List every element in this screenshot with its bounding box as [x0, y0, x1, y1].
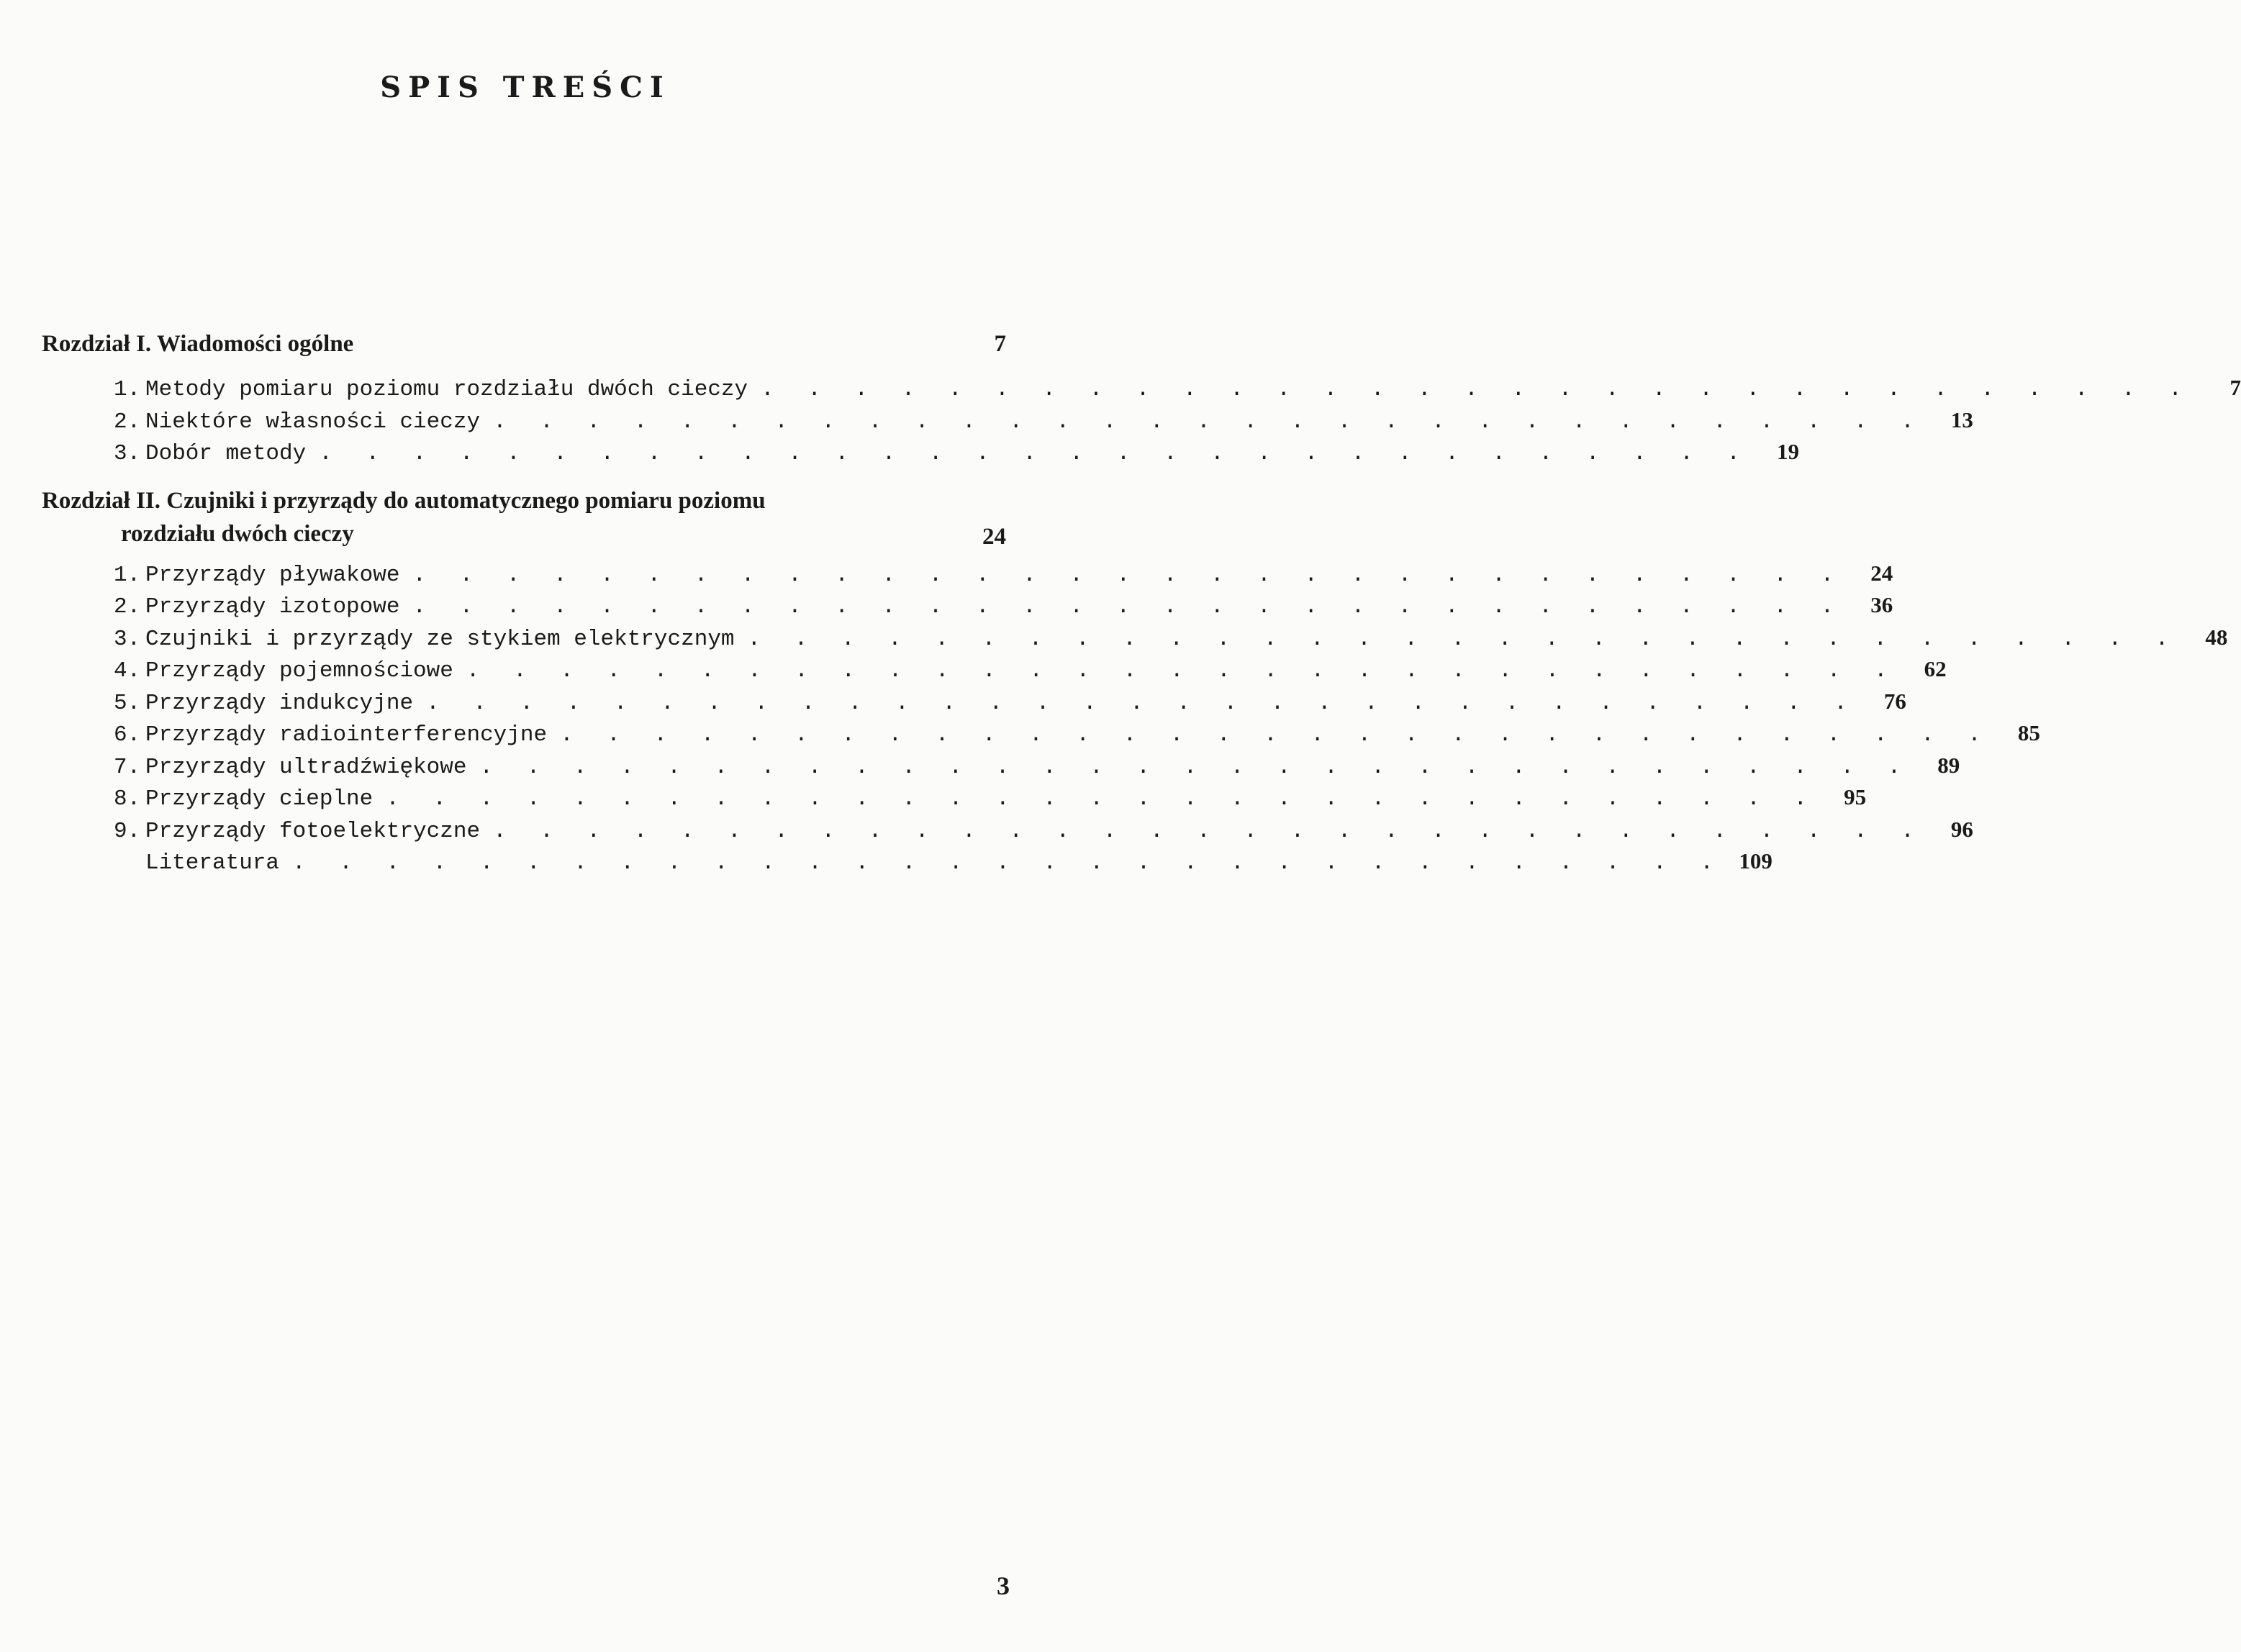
entry-page: 96: [1950, 816, 1973, 842]
dot-leader: . . . . . . . . . . . . . . . . . . . . . . . . . . . . . . .: [560, 722, 1991, 748]
entry-page: 13: [1950, 407, 1973, 432]
dot-leader: . . . . . . . . . . . . . . . . . . . . . . . . . . . . . . .: [466, 658, 1898, 684]
entry-page: 85: [2017, 720, 2040, 745]
entry-page: 89: [1937, 752, 1960, 778]
entry-page: 76: [1883, 688, 1906, 714]
entry-number: 3.: [114, 441, 141, 466]
toc-entry[interactable]: [114, 372, 2241, 404]
page-number: 3: [997, 1571, 1010, 1600]
entry-page: 48: [2205, 624, 2228, 650]
chapter-label: Rozdział II.: [42, 487, 160, 514]
entry-number: 9.: [114, 818, 141, 844]
chapter-title: Czujniki i przyrządy do automatycznego pomiaru poziomu: [166, 487, 766, 514]
entry-number: 5.: [114, 690, 141, 716]
entry-number: 2.: [114, 409, 141, 435]
entry-number: 1.: [114, 377, 141, 402]
toc-entry[interactable]: [114, 558, 1893, 590]
toc-entry[interactable]: [114, 717, 2040, 750]
entry-title: Przyrządy fotoelektryczne: [145, 818, 481, 844]
chapter-label: Rozdział I.: [42, 331, 152, 357]
entry-title: Czujniki i przyrządy ze stykiem elektrycznym: [145, 626, 735, 652]
entry-title: Przyrządy cieplne: [145, 786, 374, 812]
chapter-page: 7: [994, 331, 1006, 357]
toc-entry[interactable]: [114, 686, 1906, 718]
entry-title: Dobór metody: [145, 441, 307, 466]
entry-title: Metody pomiaru poziomu rozdziału dwóch cieczy: [145, 377, 748, 402]
toc-entry[interactable]: [114, 653, 1947, 686]
entry-number: 3.: [114, 626, 141, 652]
chapter-title-continuation: rozdziału dwóch cieczy: [121, 520, 354, 547]
entry-title: Przyrządy indukcyjne: [145, 690, 414, 716]
entry-title: Przyrządy pływakowe: [145, 562, 400, 588]
entry-number: 2.: [114, 594, 141, 620]
dot-leader: . . . . . . . . . . . . . . . . . . . . . . . . . . . . . . .: [319, 441, 1751, 466]
entry-page: 95: [1844, 784, 1867, 809]
entry-title: Literatura: [145, 850, 280, 876]
table-of-contents: [42, 327, 2241, 878]
entry-number: 4.: [114, 658, 141, 684]
dot-leader: . . . . . . . . . . . . . . . . . . . . . . . . . . . . . . .: [747, 626, 2179, 652]
chapter-2-heading[interactable]: [42, 484, 1006, 550]
entry-page: 109: [1739, 848, 1773, 873]
dot-leader: . . . . . . . . . . . . . . . . . . . . . . . . . . . . . . .: [412, 594, 1844, 620]
dot-leader: . . . . . . . . . . . . . . . . . . . . . . . . . . . . . . .: [292, 850, 1724, 876]
toc-entry[interactable]: [114, 781, 1867, 814]
entry-number: 8.: [114, 786, 141, 812]
chapter-1-entries: [114, 372, 2241, 468]
entry-title: Przyrządy radiointerferencyjne: [145, 722, 548, 748]
entry-title: Przyrządy ultradźwiękowe: [145, 754, 467, 780]
entry-title: Niektóre własności cieczy: [145, 409, 481, 435]
chapter-1-heading[interactable]: [42, 327, 1006, 360]
dot-leader: . . . . . . . . . . . . . . . . . . . . . . . . . . . . . . .: [479, 754, 1911, 780]
entry-number: 1.: [114, 562, 141, 588]
dot-leader: . . . . . . . . . . . . . . . . . . . . . . . . . . . . . . .: [412, 562, 1844, 588]
entry-page: 62: [1924, 656, 1947, 681]
dot-leader: . . . . . . . . . . . . . . . . . . . . . . . . . . . . . . .: [493, 818, 1924, 844]
entry-title: Przyrządy pojemnościowe: [145, 658, 453, 684]
entry-page: 24: [1870, 560, 1893, 586]
entry-page: 7: [2229, 375, 2241, 400]
toc-entry[interactable]: [114, 404, 1973, 437]
entry-page: 36: [1870, 592, 1893, 617]
page-title: SPIS TREŚCI: [380, 71, 671, 104]
toc-entry[interactable]: [114, 622, 2228, 654]
toc-entry[interactable]: [114, 589, 1893, 622]
dot-leader: . . . . . . . . . . . . . . . . . . . . . . . . . . . . . . .: [761, 377, 2192, 402]
toc-entry[interactable]: [114, 750, 1960, 782]
dot-leader: . . . . . . . . . . . . . . . . . . . . . . . . . . . . . . .: [426, 690, 1857, 716]
dot-leader: . . . . . . . . . . . . . . . . . . . . . . . . . . . . . . .: [386, 786, 1818, 812]
chapter-title: Wiadomości ogólne: [156, 331, 354, 357]
toc-entry[interactable]: [114, 814, 1973, 846]
entry-number: 7.: [114, 754, 141, 780]
toc-entry-literature[interactable]: [114, 845, 1773, 878]
entry-number: 6.: [114, 722, 141, 748]
entry-title: Przyrządy izotopowe: [145, 594, 400, 620]
entry-page: 19: [1777, 439, 1800, 464]
chapter-2-entries: [114, 558, 2228, 878]
dot-leader: . . . . . . . . . . . . . . . . . . . . . . . . . . . . . . .: [493, 409, 1924, 435]
chapter-page: 24: [982, 523, 1006, 550]
toc-entry[interactable]: [114, 436, 1800, 468]
